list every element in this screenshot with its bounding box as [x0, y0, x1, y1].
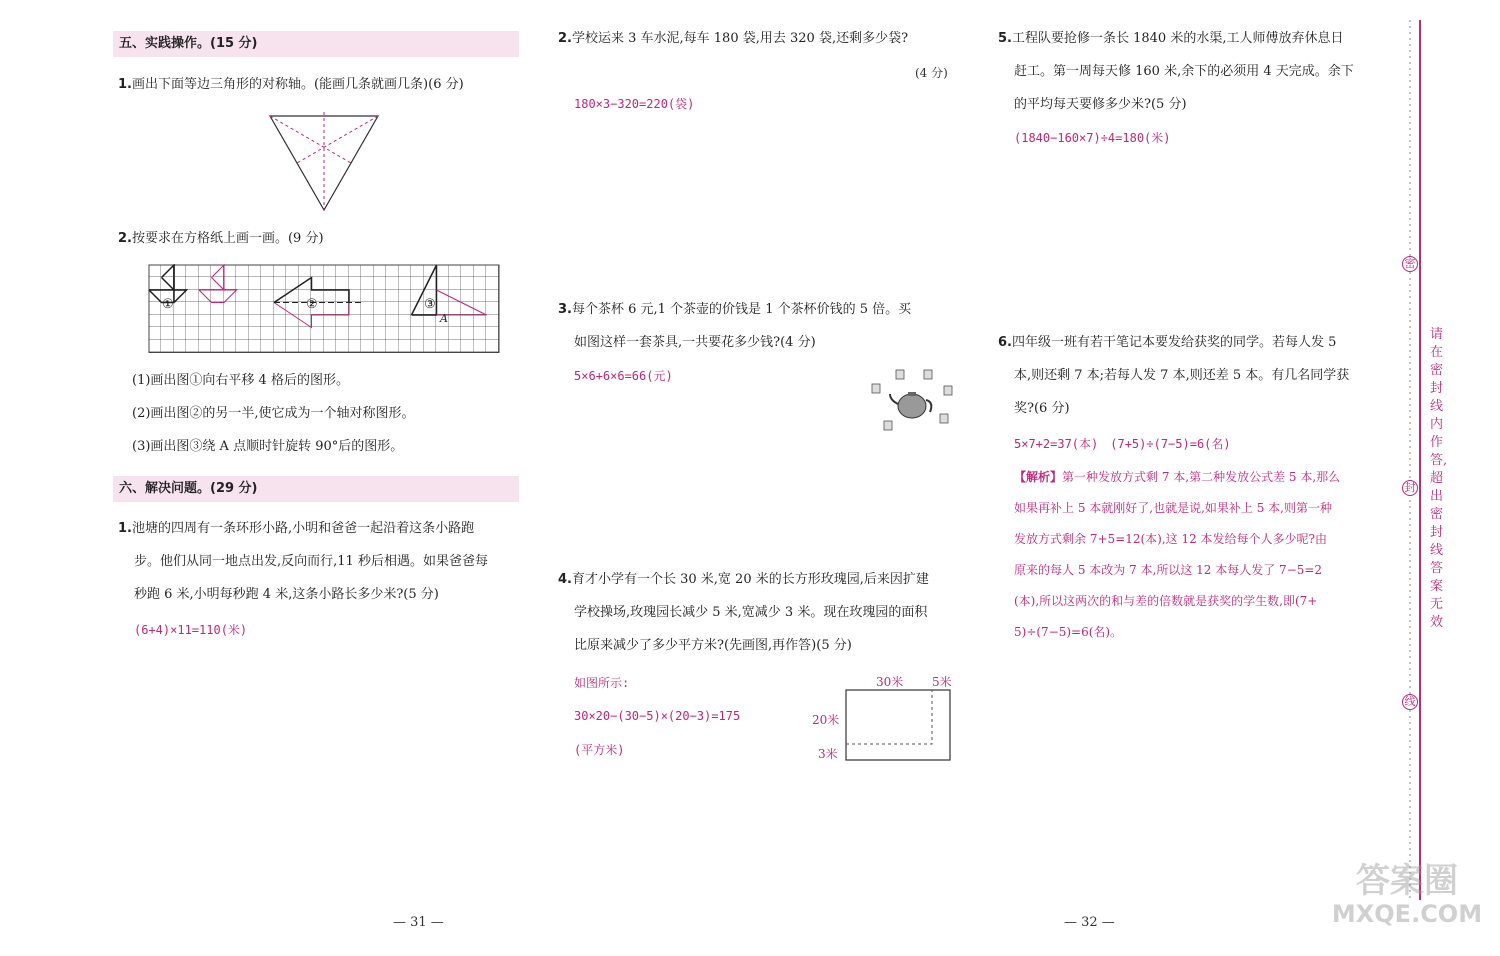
right-q6-answer: 5×7+2=37(本) (7+5)÷(7−5)=6(名) — [1014, 437, 1231, 451]
seal-margin-lines — [1400, 0, 1430, 956]
shape2-label: ② — [306, 297, 318, 312]
seal-mark-bottom: 线 — [1402, 694, 1418, 710]
explanation-line: 第一种发放方式剩 7 本,第二种发放公式差 5 本,那么 — [1062, 470, 1341, 484]
question-number: 2. — [558, 31, 572, 46]
middle-q2-points: (4 分) — [915, 66, 948, 80]
seal-mark-top: 密 — [1402, 256, 1418, 272]
middle-q4 — [558, 563, 968, 662]
label-3m: 3米 — [818, 747, 838, 761]
shape1-label: ① — [162, 297, 174, 312]
middle-q3 — [558, 293, 958, 359]
explanation-line: 发放方式剩余 7+5=12(本),这 12 本发给每个人多少呢?由 — [1014, 532, 1327, 546]
middle-q2-answer: 180×3−320=220(袋) — [574, 97, 695, 111]
question-line: 比原来减少了多少平方米?(先画图,再作答)(5 分) — [574, 638, 852, 653]
section5-q2-sub1: (1)画出图①向右平移 4 格后的图形。 — [132, 373, 349, 388]
question-line: 秒跑 6 米,小明每秒跑 4 米,这条小路长多少米?(5 分) — [134, 587, 439, 602]
label-30m: 30米 — [876, 675, 904, 689]
question-line: 如图这样一套茶具,一共要花多少钱?(4 分) — [574, 335, 816, 350]
question-line: 工程队要抢修一条长 1840 米的水渠,工人师傅放弃休息日 — [1011, 31, 1344, 46]
middle-q4-answer: 30×20−(30−5)×(20−3)=175 — [574, 709, 741, 723]
label-5m: 5米 — [932, 675, 952, 689]
question-text: 画出下面等边三角形的对称轴。(能画几条就画几条)(6 分) — [131, 77, 464, 92]
question-number: 2. — [118, 231, 132, 246]
point-a-label: A — [440, 312, 448, 325]
page-number-right: — 32 — — [1064, 915, 1115, 930]
section5-q2 — [118, 222, 518, 255]
right-q5-answer: (1840−160×7)÷4=180(米) — [1014, 131, 1171, 145]
section6-q1-answer: (6+4)×11=110(米) — [134, 623, 248, 637]
section5-heading: 五、实践操作。(15 分) — [113, 31, 519, 57]
question-line: 奖?(6 分) — [1014, 401, 1070, 416]
section5-q1 — [118, 68, 518, 101]
grid-paper-figure — [148, 264, 500, 354]
middle-q2 — [558, 22, 958, 55]
question-line: 本,则还剩 7 本;若每人发 7 本,则还差 5 本。有几名同学获 — [1014, 368, 1350, 383]
explanation-tag: 【解析】 — [1014, 470, 1063, 484]
explanation-line: 如果再补上 5 本就刚好了,也就是说,如果补上 5 本,则第一种 — [1014, 501, 1332, 515]
right-q6-explanation — [1014, 462, 1399, 648]
middle-q4-answer-intro: 如图所示: — [574, 676, 630, 690]
explanation-line: 原来的每人 5 本改为 7 本,所以这 12 本每人发了 7−5=2 — [1014, 563, 1323, 577]
watermark-logo — [1322, 862, 1492, 928]
explanation-line: 5)÷(7−5)=6(名)。 — [1014, 625, 1123, 639]
section6-q1 — [118, 512, 523, 611]
explanation-line: (本),所以这两次的和与差的倍数就是获奖的学生数,即(7+ — [1014, 594, 1318, 608]
page-number-left: — 31 — — [393, 915, 444, 930]
question-number: 3. — [558, 302, 572, 317]
section5-q2-sub2: (2)画出图②的另一半,使它成为一个轴对称图形。 — [132, 406, 415, 421]
question-line: 步。他们从同一地点出发,反向而行,11 秒后相遇。如果爸爸每 — [134, 554, 488, 569]
question-line: 学校操场,玫瑰园长减少 5 米,宽减少 3 米。现在玫瑰园的面积 — [574, 605, 928, 620]
seal-mark-mid: 封 — [1402, 480, 1418, 496]
question-number: 6. — [998, 335, 1012, 350]
shape3-label: ③ — [424, 297, 436, 312]
right-q6 — [998, 326, 1398, 425]
middle-q4-answer-unit: (平方米) — [574, 743, 625, 757]
tea-set-illustration — [868, 366, 956, 436]
right-q5 — [998, 22, 1398, 121]
question-line: 四年级一班有若干笔记本要发给获奖的同学。若每人发 5 — [1011, 335, 1337, 350]
label-20m: 20米 — [812, 713, 840, 727]
equilateral-triangle-figure — [266, 110, 382, 214]
middle-q3-answer: 5×6+6×6=66(元) — [574, 369, 673, 383]
question-number: 4. — [558, 572, 572, 587]
question-line: 每个茶杯 6 元,1 个茶壶的价钱是 1 个茶杯价钱的 5 倍。买 — [571, 302, 912, 317]
rose-garden-figure — [810, 672, 960, 764]
question-line: 的平均每天要修多少米?(5 分) — [1014, 97, 1187, 112]
question-line: 育才小学有一个长 30 米,宽 20 米的长方形玫瑰园,后来因扩建 — [571, 572, 929, 587]
watermark-line1: 答案圈 — [1356, 861, 1458, 901]
question-text: 学校运来 3 车水泥,每车 180 袋,用去 320 袋,还剩多少袋? — [571, 31, 909, 46]
question-number: 1. — [118, 521, 132, 536]
question-number: 1. — [118, 77, 132, 92]
question-number: 5. — [998, 31, 1012, 46]
question-line: 池塘的四周有一条环形小路,小明和爸爸一起沿着这条小路跑 — [131, 521, 475, 536]
watermark-line2: MXQE.COM — [1331, 900, 1483, 928]
section5-q2-sub3: (3)画出图③绕 A 点顺时针旋转 90°后的图形。 — [132, 439, 404, 454]
question-text: 按要求在方格纸上画一画。(9 分) — [131, 231, 324, 246]
seal-line-notice: 请在密封线内作答,超出密封线答案无效 — [1430, 327, 1448, 630]
question-line: 赶工。第一周每天修 160 米,余下的必须用 4 天完成。余下 — [1014, 64, 1354, 79]
section6-heading: 六、解决问题。(29 分) — [113, 476, 519, 502]
